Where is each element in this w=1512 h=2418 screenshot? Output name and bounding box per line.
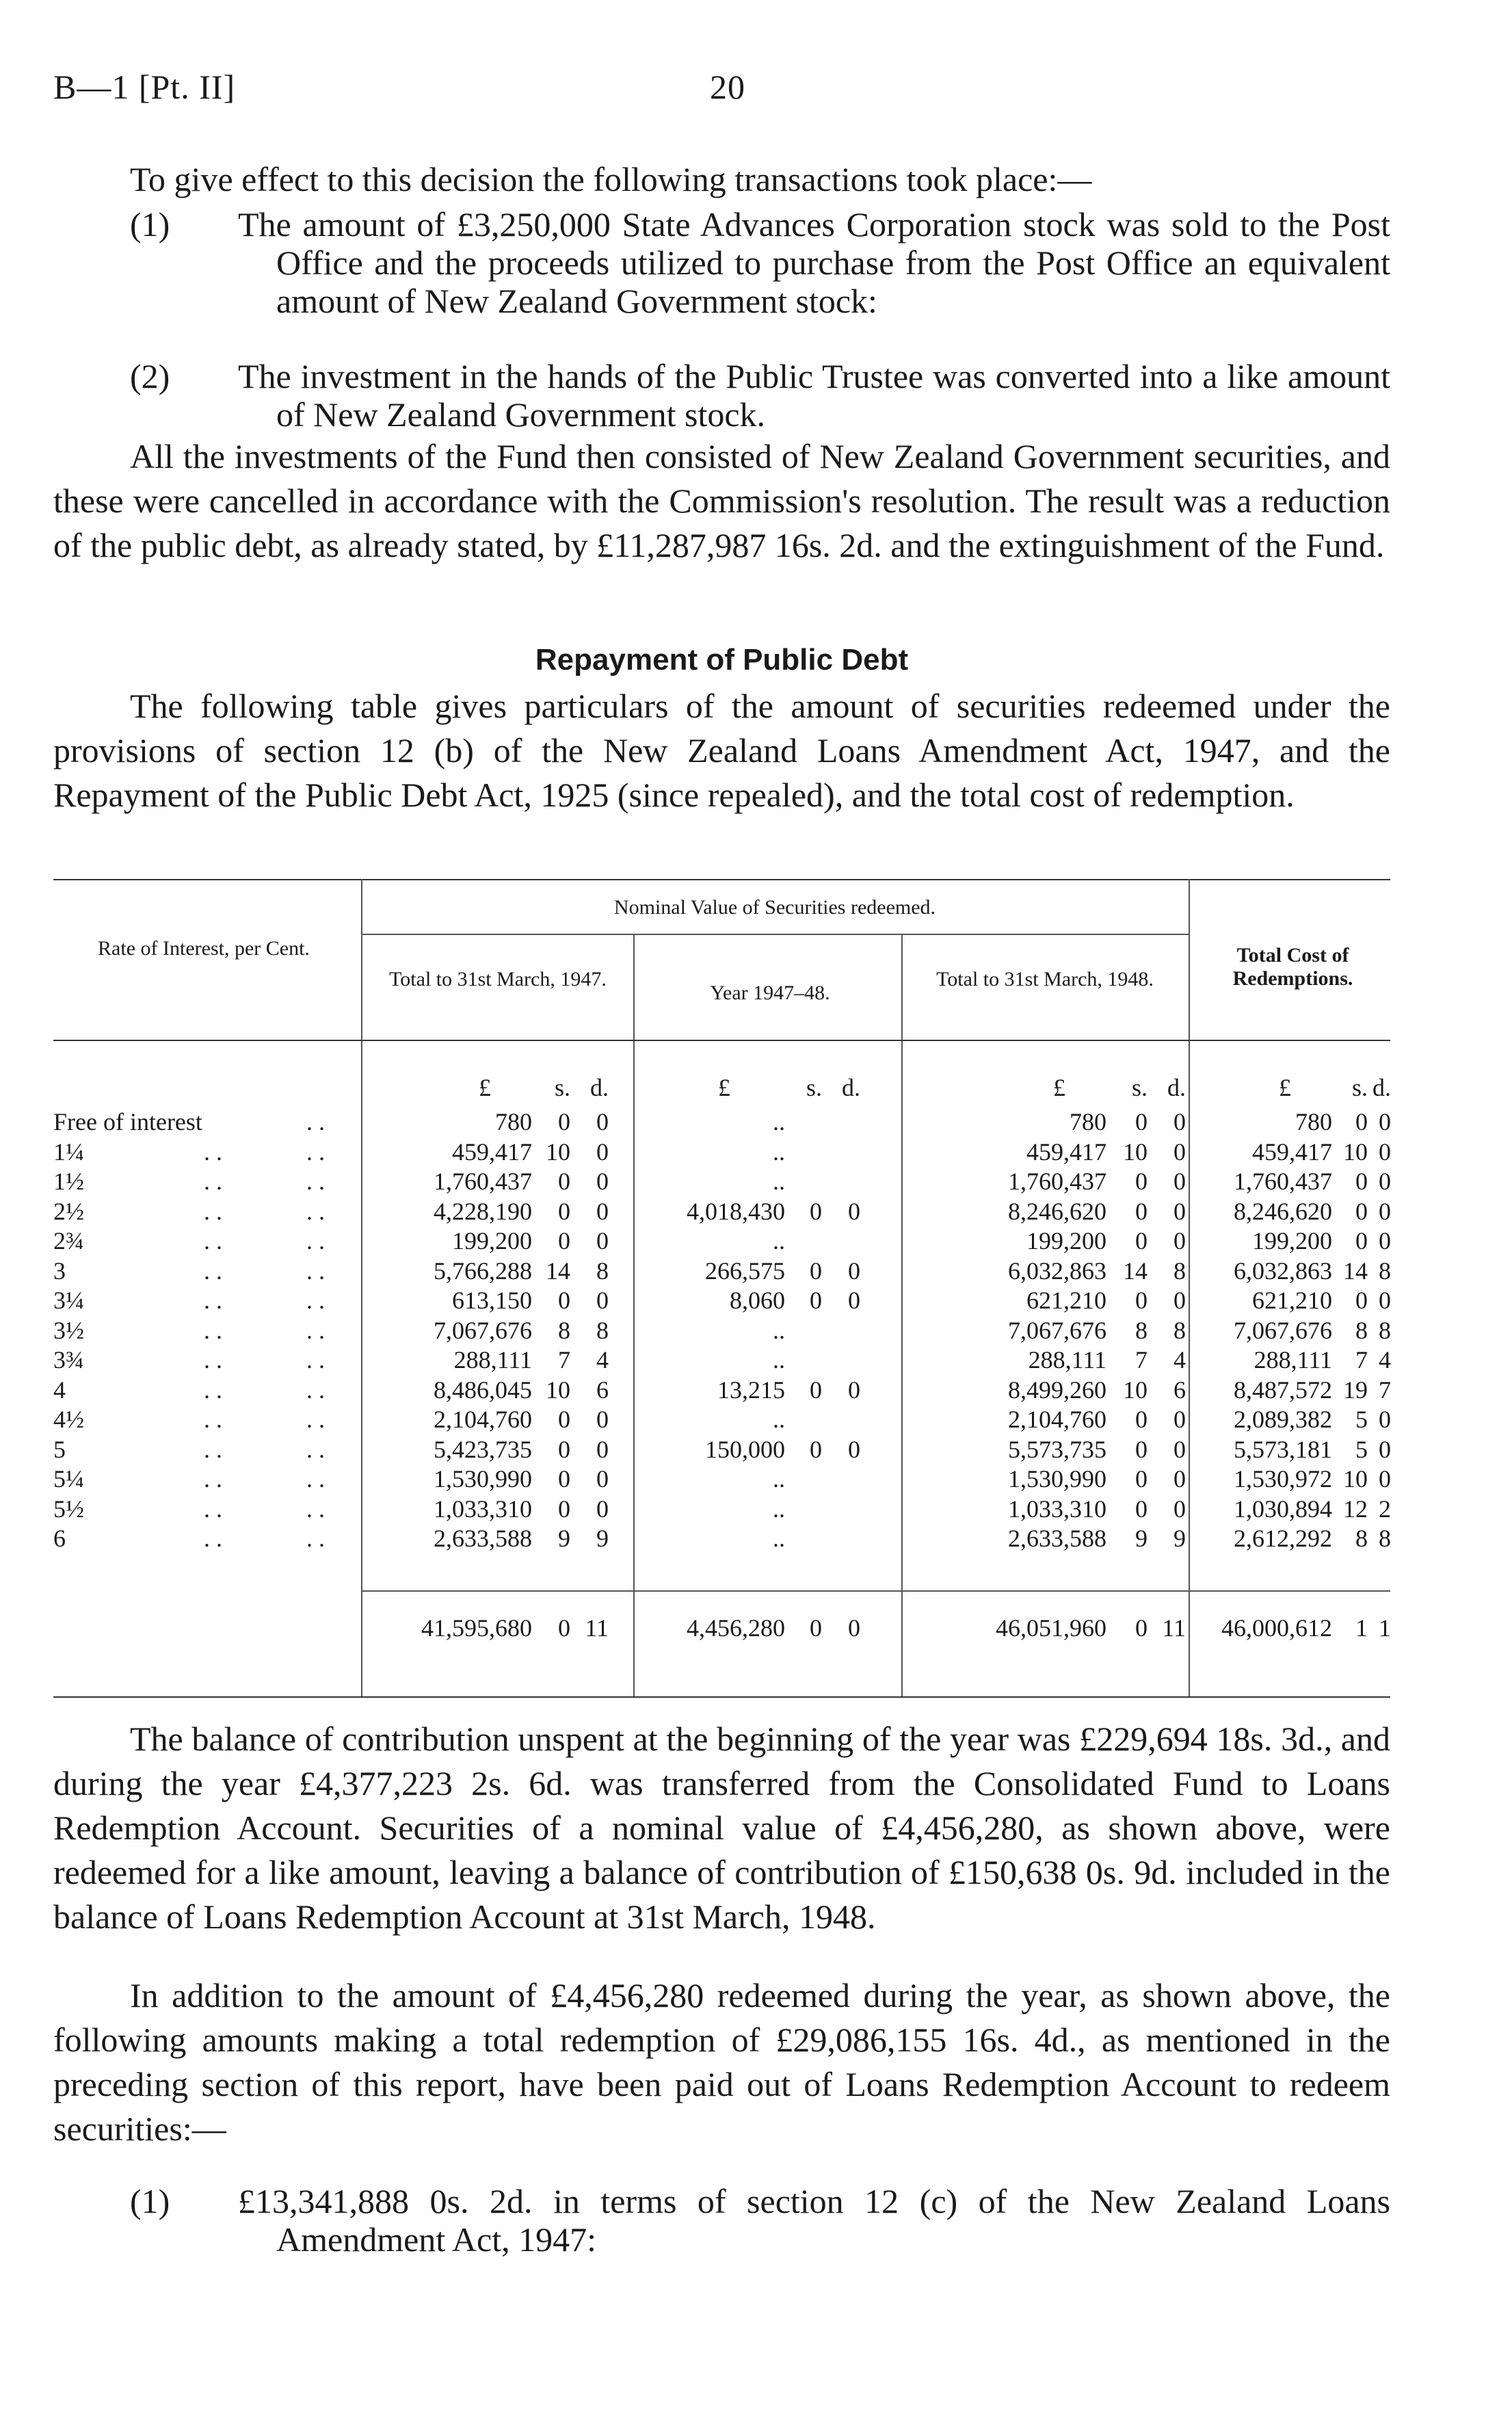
cell-a-shillings: 0 bbox=[558, 1227, 570, 1254]
rate-cell: 5¼ bbox=[53, 1465, 84, 1493]
column-header-total-cost: Total Cost of Redemptions. bbox=[1232, 944, 1353, 990]
cell-a-shillings: 8 bbox=[558, 1316, 570, 1344]
rate-cell: 1½ bbox=[53, 1168, 84, 1195]
rate-cell: Free of interest bbox=[53, 1108, 202, 1135]
cell-d-pence: 8 bbox=[1379, 1525, 1391, 1552]
cell-a-shillings: 0 bbox=[558, 1435, 570, 1463]
totals-row bbox=[53, 1614, 1390, 1642]
total-b-pounds: 4,456,280 bbox=[687, 1614, 785, 1642]
item-text: The amount of £3,250,000 State Advances Corporation stock was sold to the Post Office and the proceeds utilized to purchase from the Post Office an equivalent amount of New Zealand Government stock: bbox=[238, 205, 1390, 320]
cell-d-shillings: 10 bbox=[1343, 1138, 1368, 1166]
table-row bbox=[53, 1168, 1390, 1195]
item-number: (1) bbox=[130, 205, 170, 244]
cell-a-pounds: 5,423,735 bbox=[434, 1435, 532, 1463]
cell-d-pounds: 5,573,181 bbox=[1234, 1435, 1332, 1463]
rate-cell: 4 bbox=[53, 1376, 66, 1404]
leader-dots: . . bbox=[306, 1257, 325, 1285]
cell-d-shillings: 10 bbox=[1343, 1465, 1368, 1493]
transaction-item-1 bbox=[130, 205, 1390, 320]
total-b-shillings: 0 bbox=[810, 1614, 822, 1642]
leader-dots: . . bbox=[306, 1495, 325, 1523]
cell-a-pounds: 459,417 bbox=[452, 1138, 532, 1166]
cell-a-pounds: 7,067,676 bbox=[434, 1316, 532, 1344]
cell-d-pounds: 780 bbox=[1295, 1108, 1332, 1135]
cell-d-pounds: 8,246,620 bbox=[1234, 1197, 1332, 1225]
cell-a-pounds: 2,633,588 bbox=[434, 1525, 532, 1552]
cell-d-pounds: 621,210 bbox=[1252, 1287, 1332, 1314]
column-group-header: Nominal Value of Securities redeemed. bbox=[613, 896, 936, 919]
cell-c-pounds: 780 bbox=[1070, 1108, 1106, 1135]
unit-pound: £ bbox=[1279, 1074, 1291, 1101]
cell-d-shillings: 0 bbox=[1355, 1287, 1368, 1314]
total-d-pounds: 46,000,612 bbox=[1221, 1614, 1332, 1642]
total-c-pounds: 46,051,960 bbox=[996, 1614, 1106, 1642]
leader-dots: . . bbox=[306, 1108, 325, 1135]
cell-d-pounds: 199,200 bbox=[1252, 1227, 1332, 1254]
cell-c-pence: 0 bbox=[1173, 1435, 1186, 1463]
cell-c-pence: 8 bbox=[1173, 1316, 1186, 1344]
cell-d-pence: 0 bbox=[1379, 1138, 1391, 1166]
cell-b-pounds: .. bbox=[773, 1406, 785, 1433]
cell-c-pence: 4 bbox=[1173, 1346, 1186, 1374]
cell-a-shillings: 0 bbox=[558, 1108, 570, 1135]
totals-rule bbox=[361, 1590, 1390, 1592]
cell-d-pounds: 8,487,572 bbox=[1234, 1376, 1332, 1404]
column-header-rate: Rate of Interest, per Cent. bbox=[98, 937, 310, 960]
cell-d-pounds: 7,067,676 bbox=[1234, 1316, 1332, 1344]
cell-d-pounds: 6,032,863 bbox=[1234, 1257, 1332, 1285]
cell-d-shillings: 8 bbox=[1355, 1525, 1368, 1552]
cell-a-pence: 0 bbox=[596, 1108, 609, 1135]
rate-cell: 5 bbox=[53, 1435, 66, 1463]
section-heading: Repayment of Public Debt bbox=[535, 643, 909, 676]
cell-b-pounds: .. bbox=[773, 1346, 785, 1374]
cell-a-pence: 0 bbox=[596, 1465, 609, 1493]
leader-dots: . . bbox=[204, 1435, 222, 1463]
cell-a-pounds: 2,104,760 bbox=[434, 1406, 532, 1433]
table-row bbox=[53, 1376, 1390, 1404]
cell-d-shillings: 5 bbox=[1355, 1406, 1368, 1433]
cell-c-pounds: 2,104,760 bbox=[1008, 1406, 1106, 1433]
cell-a-shillings: 9 bbox=[558, 1525, 570, 1552]
cell-c-pounds: 459,417 bbox=[1026, 1138, 1106, 1166]
leader-dots: . . bbox=[306, 1435, 325, 1463]
cell-a-pounds: 780 bbox=[495, 1108, 532, 1135]
cell-c-pounds: 8,499,260 bbox=[1008, 1376, 1106, 1404]
cell-c-shillings: 8 bbox=[1135, 1316, 1148, 1344]
cell-b-pounds: .. bbox=[773, 1525, 785, 1552]
leader-dots: . . bbox=[204, 1197, 222, 1225]
cell-d-pence: 0 bbox=[1379, 1287, 1391, 1314]
cell-a-pence: 0 bbox=[596, 1197, 609, 1225]
cell-a-shillings: 0 bbox=[558, 1287, 570, 1314]
cell-c-pounds: 1,760,437 bbox=[1008, 1168, 1106, 1195]
cell-d-shillings: 0 bbox=[1355, 1168, 1368, 1195]
table-row bbox=[53, 1406, 1390, 1433]
cell-d-pounds: 459,417 bbox=[1252, 1138, 1332, 1166]
addition-paragraph: In addition to the amount of £4,456,280 redeemed during the year, as shown above, the following amounts making a total redemption of £29,086,155 16s. 4d., as mentioned in the preceding section of this report, have been paid out of Loans Redemption Account to redeem securities:— bbox=[53, 1976, 1390, 2148]
cell-c-shillings: 0 bbox=[1135, 1495, 1148, 1523]
leader-dots: . . bbox=[204, 1138, 222, 1166]
cell-d-pence: 8 bbox=[1379, 1257, 1391, 1285]
cell-d-shillings: 0 bbox=[1355, 1197, 1368, 1225]
cell-a-pounds: 8,486,045 bbox=[434, 1376, 532, 1404]
cell-a-pounds: 288,111 bbox=[453, 1346, 532, 1374]
cell-c-shillings: 0 bbox=[1135, 1168, 1148, 1195]
cell-a-shillings: 7 bbox=[558, 1346, 570, 1374]
table-row bbox=[53, 1346, 1390, 1374]
cell-a-pence: 0 bbox=[596, 1495, 609, 1523]
cell-b-shillings: 0 bbox=[810, 1435, 822, 1463]
cell-c-pounds: 8,246,620 bbox=[1008, 1197, 1106, 1225]
intro-paragraph: To give effect to this decision the following transactions took place:— bbox=[130, 160, 1092, 198]
leader-dots: . . bbox=[306, 1376, 325, 1404]
cell-c-shillings: 10 bbox=[1123, 1376, 1148, 1404]
cell-b-pounds: 8,060 bbox=[730, 1287, 785, 1314]
unit-pound: £ bbox=[1053, 1074, 1065, 1101]
cell-b-shillings: 0 bbox=[810, 1197, 822, 1225]
cell-c-pence: 0 bbox=[1173, 1465, 1186, 1493]
unit-pound: £ bbox=[718, 1074, 730, 1101]
unit-pound: £ bbox=[479, 1074, 491, 1101]
total-a-pounds: 41,595,680 bbox=[421, 1614, 532, 1642]
cell-c-shillings: 7 bbox=[1135, 1346, 1148, 1374]
cell-a-pounds: 613,150 bbox=[452, 1287, 532, 1314]
cell-d-shillings: 8 bbox=[1355, 1316, 1368, 1344]
cell-a-shillings: 10 bbox=[546, 1138, 570, 1166]
unit-pence: d. bbox=[842, 1074, 860, 1101]
cell-c-shillings: 14 bbox=[1123, 1257, 1148, 1285]
cell-a-pence: 0 bbox=[596, 1168, 609, 1195]
rate-cell: 6 bbox=[53, 1525, 66, 1552]
unit-shillings: s. bbox=[806, 1074, 822, 1101]
leader-dots: . . bbox=[204, 1465, 222, 1493]
cell-c-pence: 0 bbox=[1173, 1197, 1186, 1225]
leader-dots: . . bbox=[204, 1376, 222, 1404]
unit-pence: d. bbox=[1372, 1074, 1391, 1101]
cell-a-pounds: 199,200 bbox=[452, 1227, 532, 1254]
cell-d-pounds: 1,030,894 bbox=[1234, 1495, 1332, 1523]
cell-c-pence: 0 bbox=[1173, 1227, 1186, 1254]
rate-cell: 1¼ bbox=[53, 1138, 84, 1166]
rate-cell: 4½ bbox=[53, 1406, 84, 1433]
leader-dots: . . bbox=[204, 1227, 222, 1254]
cell-b-shillings: 0 bbox=[810, 1257, 822, 1285]
cell-b-pounds: .. bbox=[773, 1316, 785, 1344]
total-a-pence: 11 bbox=[585, 1614, 609, 1642]
cell-d-pence: 8 bbox=[1379, 1316, 1391, 1344]
cell-a-pence: 0 bbox=[596, 1406, 609, 1433]
cell-c-pounds: 1,530,990 bbox=[1008, 1465, 1106, 1493]
total-c-shillings: 0 bbox=[1135, 1614, 1148, 1642]
cell-a-shillings: 0 bbox=[558, 1495, 570, 1523]
table-row bbox=[53, 1436, 1390, 1463]
cell-d-pence: 0 bbox=[1379, 1197, 1391, 1225]
cell-c-pounds: 1,033,310 bbox=[1008, 1495, 1106, 1523]
cell-c-pounds: 7,067,676 bbox=[1008, 1316, 1106, 1344]
cell-c-shillings: 0 bbox=[1135, 1227, 1148, 1254]
unit-shillings: s. bbox=[554, 1074, 570, 1101]
cell-a-pounds: 1,033,310 bbox=[434, 1495, 532, 1523]
total-d-shillings: 1 bbox=[1355, 1614, 1368, 1642]
cell-c-pence: 0 bbox=[1173, 1495, 1186, 1523]
cell-c-shillings: 0 bbox=[1135, 1197, 1148, 1225]
cell-d-shillings: 19 bbox=[1343, 1376, 1368, 1404]
total-d-pence: 1 bbox=[1379, 1614, 1391, 1642]
leader-dots: . . bbox=[306, 1168, 325, 1195]
cell-c-pounds: 5,573,735 bbox=[1008, 1435, 1106, 1463]
fund-paragraph: All the investments of the Fund then consisted of New Zealand Government securities, and these were cancelled in accordance with the Commission's resolution. The result was a reduction of the public debt, as already stated, by £11,287,987 16s. 2d. and the extinguishment of the Fund. bbox=[53, 437, 1390, 564]
leader-dots: . . bbox=[204, 1168, 222, 1195]
units-row bbox=[53, 1074, 1390, 1101]
balance-paragraph: The balance of contribution unspent at the beginning of the year was £229,694 18s. 3d., and during the year £4,377,223 2s. 6d. was transferred from the Consolidated Fund to Loans Redemption Account. Securities of a nominal value of £4,456,280, as shown above, were redeemed for a like amount, leaving a balance of contribution of £150,638 0s. 9d. included in the balance of Loans Redemption Account at 31st March, 1948. bbox=[53, 1720, 1390, 1936]
cell-d-pence: 0 bbox=[1379, 1406, 1391, 1433]
cell-d-pence: 4 bbox=[1379, 1346, 1391, 1374]
leader-dots: . . bbox=[306, 1465, 325, 1493]
cell-a-pounds: 4,228,190 bbox=[434, 1197, 532, 1225]
cell-d-pounds: 1,530,972 bbox=[1234, 1465, 1332, 1493]
cell-d-shillings: 5 bbox=[1355, 1435, 1368, 1463]
cell-d-shillings: 7 bbox=[1355, 1346, 1368, 1374]
item-number: (1) bbox=[130, 2182, 170, 2220]
cell-a-pence: 0 bbox=[596, 1227, 609, 1254]
cell-b-shillings: 0 bbox=[810, 1376, 822, 1404]
cell-a-shillings: 10 bbox=[546, 1376, 570, 1404]
cell-c-pence: 0 bbox=[1173, 1108, 1186, 1135]
cell-c-pence: 8 bbox=[1173, 1257, 1186, 1285]
table-row bbox=[53, 1227, 1390, 1254]
table-intro-paragraph: The following table gives particulars of the amount of securities redeemed under the provisions of section 12 (b) of the New Zealand Loans Amendment Act, 1947, and the Repayment of the Public Debt Act, 1925 (since repealed), and the total cost of redemption. bbox=[53, 687, 1390, 814]
section-reference: B—1 [Pt. II] bbox=[53, 68, 236, 106]
table-row bbox=[53, 1287, 1390, 1314]
cell-d-shillings: 14 bbox=[1343, 1257, 1368, 1285]
cell-a-shillings: 0 bbox=[558, 1465, 570, 1493]
leader-dots: . . bbox=[204, 1406, 222, 1433]
cell-b-pence: 0 bbox=[848, 1376, 860, 1404]
cell-c-shillings: 0 bbox=[1135, 1465, 1148, 1493]
unit-shillings: s. bbox=[1131, 1074, 1148, 1101]
unit-pence: d. bbox=[590, 1074, 609, 1101]
cell-d-pence: 0 bbox=[1379, 1227, 1391, 1254]
leader-dots: . . bbox=[204, 1287, 222, 1314]
cell-b-pounds: .. bbox=[773, 1108, 785, 1135]
cell-a-pence: 8 bbox=[596, 1257, 609, 1285]
cell-d-pounds: 2,089,382 bbox=[1234, 1406, 1332, 1433]
cell-c-pounds: 199,200 bbox=[1026, 1227, 1106, 1254]
cell-a-shillings: 14 bbox=[546, 1257, 570, 1285]
cell-c-shillings: 0 bbox=[1135, 1406, 1148, 1433]
cell-b-pounds: .. bbox=[773, 1138, 785, 1166]
column-header-total-1948: Total to 31st March, 1948. bbox=[936, 968, 1154, 990]
redemption-item-1 bbox=[130, 2182, 1390, 2259]
cell-c-pence: 0 bbox=[1173, 1406, 1186, 1433]
cell-b-pounds: 266,575 bbox=[705, 1257, 785, 1285]
leader-dots: . . bbox=[306, 1406, 325, 1433]
rate-cell: 3¾ bbox=[53, 1346, 84, 1374]
cell-c-pounds: 6,032,863 bbox=[1008, 1257, 1106, 1285]
cell-a-pence: 6 bbox=[596, 1376, 609, 1404]
leader-dots: . . bbox=[306, 1346, 325, 1374]
leader-dots: . . bbox=[306, 1138, 325, 1166]
table-row bbox=[53, 1495, 1390, 1523]
cell-a-shillings: 0 bbox=[558, 1197, 570, 1225]
total-a-shillings: 0 bbox=[558, 1614, 570, 1642]
cell-c-shillings: 0 bbox=[1135, 1287, 1148, 1314]
table-header-rule bbox=[53, 1040, 1390, 1041]
cell-c-pounds: 2,633,588 bbox=[1008, 1525, 1106, 1552]
cell-c-pence: 0 bbox=[1173, 1287, 1186, 1314]
cell-c-pounds: 621,210 bbox=[1026, 1287, 1106, 1314]
cell-d-pounds: 288,111 bbox=[1254, 1346, 1332, 1374]
leader-dots: . . bbox=[204, 1495, 222, 1523]
cell-a-pence: 8 bbox=[596, 1316, 609, 1344]
table-row bbox=[53, 1465, 1390, 1493]
cell-a-shillings: 0 bbox=[558, 1168, 570, 1195]
item-text: The investment in the hands of the Public Trustee was converted into a like amount of New Zealand Government stock. bbox=[238, 357, 1390, 434]
cell-b-pounds: 13,215 bbox=[717, 1376, 785, 1404]
cell-b-pence: 0 bbox=[848, 1197, 860, 1225]
rate-cell: 5½ bbox=[53, 1495, 84, 1523]
cell-a-pounds: 1,760,437 bbox=[434, 1168, 532, 1195]
table-divider bbox=[633, 934, 635, 1696]
column-header-year: Year 1947–48. bbox=[710, 982, 830, 1004]
transaction-item-2 bbox=[130, 357, 1390, 434]
cell-c-pence: 0 bbox=[1173, 1168, 1186, 1195]
cell-d-shillings: 12 bbox=[1343, 1495, 1368, 1523]
rate-cell: 2½ bbox=[53, 1197, 84, 1225]
leader-dots: . . bbox=[204, 1316, 222, 1344]
leader-dots: . . bbox=[204, 1525, 222, 1552]
table-row bbox=[53, 1108, 1390, 1135]
cell-c-pence: 0 bbox=[1173, 1138, 1186, 1166]
total-b-pence: 0 bbox=[848, 1614, 860, 1642]
table-row bbox=[53, 1525, 1390, 1552]
total-c-pence: 11 bbox=[1162, 1614, 1186, 1642]
leader-dots: . . bbox=[306, 1227, 325, 1254]
leader-dots: . . bbox=[204, 1257, 222, 1285]
cell-d-shillings: 0 bbox=[1355, 1108, 1368, 1135]
cell-c-pence: 6 bbox=[1173, 1376, 1186, 1404]
leader-dots: . . bbox=[306, 1197, 325, 1225]
table-row bbox=[53, 1198, 1390, 1225]
table-row bbox=[53, 1257, 1390, 1285]
cell-c-shillings: 10 bbox=[1123, 1138, 1148, 1166]
cell-b-pounds: .. bbox=[773, 1168, 785, 1195]
cell-b-pounds: 4,018,430 bbox=[687, 1197, 785, 1225]
cell-d-pence: 0 bbox=[1379, 1465, 1391, 1493]
leader-dots: . . bbox=[204, 1346, 222, 1374]
cell-c-pence: 9 bbox=[1173, 1525, 1186, 1552]
rate-cell: 3 bbox=[53, 1257, 66, 1285]
cell-a-pounds: 5,766,288 bbox=[434, 1257, 532, 1285]
rate-cell: 3½ bbox=[53, 1316, 84, 1344]
cell-a-pence: 0 bbox=[596, 1435, 609, 1463]
cell-b-pounds: .. bbox=[773, 1227, 785, 1254]
cell-d-pence: 0 bbox=[1379, 1108, 1391, 1135]
cell-a-pence: 4 bbox=[596, 1346, 609, 1374]
table-row bbox=[53, 1317, 1390, 1344]
leader-dots: . . bbox=[306, 1287, 325, 1314]
table-row bbox=[53, 1138, 1390, 1166]
column-header-total-1947: Total to 31st March, 1947. bbox=[389, 968, 607, 990]
cell-c-shillings: 0 bbox=[1135, 1435, 1148, 1463]
cell-d-pence: 0 bbox=[1379, 1168, 1391, 1195]
cell-a-pence: 0 bbox=[596, 1287, 609, 1314]
cell-c-shillings: 0 bbox=[1135, 1108, 1148, 1135]
cell-b-pounds: .. bbox=[773, 1465, 785, 1493]
item-text: £13,341,888 0s. 2d. in terms of section 12 (c) of the New Zealand Loans Amendment Act, 1947: bbox=[238, 2182, 1390, 2259]
cell-d-pounds: 2,612,292 bbox=[1234, 1525, 1332, 1552]
table-subheader-rule bbox=[361, 934, 1189, 935]
item-number: (2) bbox=[130, 357, 170, 395]
cell-d-pence: 7 bbox=[1379, 1376, 1391, 1404]
cell-d-pence: 0 bbox=[1379, 1435, 1391, 1463]
rate-cell: 2¾ bbox=[53, 1227, 84, 1254]
cell-b-shillings: 0 bbox=[810, 1287, 822, 1314]
cell-a-pence: 0 bbox=[596, 1138, 609, 1166]
unit-shillings: s. bbox=[1351, 1074, 1368, 1101]
cell-b-pounds: 150,000 bbox=[705, 1435, 785, 1463]
cell-a-pounds: 1,530,990 bbox=[434, 1465, 532, 1493]
cell-b-pence: 0 bbox=[848, 1435, 860, 1463]
cell-b-pounds: .. bbox=[773, 1495, 785, 1523]
cell-c-pounds: 288,111 bbox=[1028, 1346, 1106, 1374]
leader-dots: . . bbox=[306, 1316, 325, 1344]
rate-cell: 3¼ bbox=[53, 1287, 84, 1314]
cell-b-pence: 0 bbox=[848, 1287, 860, 1314]
cell-d-pounds: 1,760,437 bbox=[1234, 1168, 1332, 1195]
cell-d-shillings: 0 bbox=[1355, 1227, 1368, 1254]
table-bottom-rule bbox=[53, 1696, 1390, 1698]
cell-d-pence: 2 bbox=[1379, 1495, 1391, 1523]
cell-c-shillings: 9 bbox=[1135, 1525, 1148, 1552]
leader-dots: . . bbox=[306, 1525, 325, 1552]
cell-a-pence: 9 bbox=[596, 1525, 609, 1552]
unit-pence: d. bbox=[1167, 1074, 1186, 1101]
table-divider bbox=[901, 934, 903, 1696]
page-number: 20 bbox=[710, 68, 745, 106]
cell-a-shillings: 0 bbox=[558, 1406, 570, 1433]
cell-b-pence: 0 bbox=[848, 1257, 860, 1285]
